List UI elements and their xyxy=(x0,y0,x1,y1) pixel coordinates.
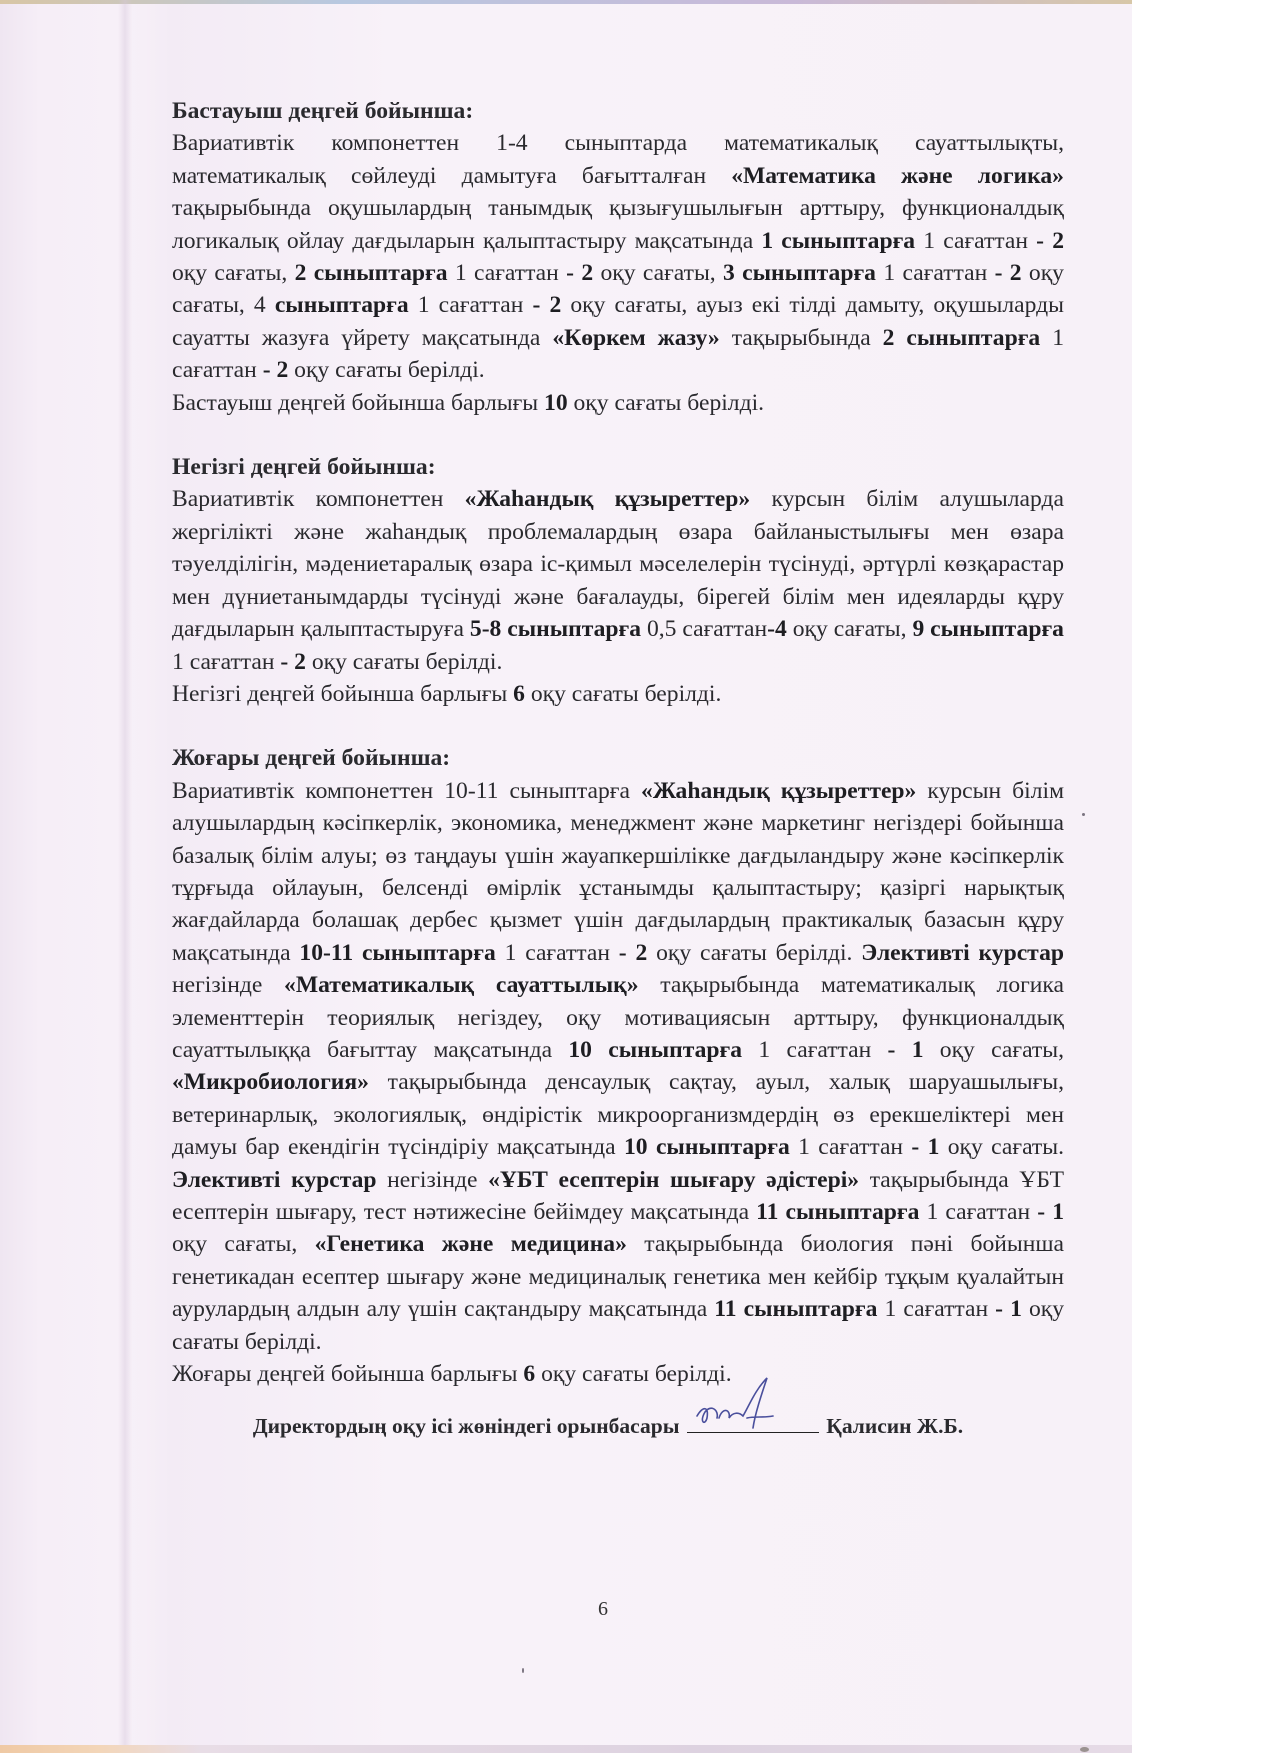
section-paragraph xyxy=(172,483,1064,677)
section-paragraph xyxy=(172,775,1064,1358)
text-run: тақырыбында ҰБТ есептерін шығару, тест нәтижесіне бейімдеу мақсатында xyxy=(172,1166,1064,1225)
text-run: 1 сағаттан xyxy=(495,939,619,966)
text-run: негізінде xyxy=(376,1166,489,1193)
text-run: тақырыбында математикалық логика элементтерін теориялық негіздеу, оқу мотивациясын арттыру, функционалдық сауаттылыққа бағыттау мақсатында xyxy=(172,972,1064,1063)
bold-text-run: 10-11 сыныптарға xyxy=(299,939,496,966)
bold-text-run: Элективті курстар xyxy=(172,1166,377,1193)
bold-text-run: сыныптарға xyxy=(274,292,409,319)
text-run: Бастауыш деңгей бойынша барлығы xyxy=(172,389,545,416)
text-run: 1 сағаттан xyxy=(919,1199,1038,1225)
signature-field xyxy=(687,1410,819,1433)
bold-text-run: - 2 xyxy=(262,357,289,384)
scan-top-edge xyxy=(0,0,1132,4)
bold-text-run: Элективті курстар xyxy=(861,939,1064,966)
bold-text-run: «Математика және логика» xyxy=(731,162,1064,189)
bold-text-run: - 2 xyxy=(994,260,1022,287)
text-run: оқу сағаты, 4 xyxy=(172,260,1064,319)
document-body xyxy=(172,95,1064,1441)
bold-text-run: 9 сыныптарға xyxy=(912,616,1064,643)
bold-text-run: 3 сыныптарға xyxy=(723,260,876,287)
text-run: оқу сағаты берілді. xyxy=(288,357,485,384)
text-run: оқу сағаты берілді. xyxy=(535,1361,732,1388)
bold-text-run: «Жаһандық құзыреттер» xyxy=(464,486,751,513)
text-run: оқу сағаты берілді. xyxy=(647,939,862,966)
text-run: 1 сағаттан xyxy=(172,648,281,675)
bold-text-run: «Жаһандық құзыреттер» xyxy=(641,777,917,804)
text-run: 1 сағаттан xyxy=(875,260,995,287)
bold-text-run: 10 сыныптарға xyxy=(568,1036,743,1063)
section-primary xyxy=(172,95,1064,419)
text-run: 1 сағаттан xyxy=(742,1036,888,1063)
bold-text-run: -4 xyxy=(767,616,787,643)
signatory-name: Қалисин Ж.Б. xyxy=(826,1414,964,1439)
bold-text-run: «Математикалық сауаттылық» xyxy=(284,972,639,999)
scan-bottom-edge xyxy=(0,1745,1132,1753)
text-run: оқу сағаты, xyxy=(172,1231,315,1258)
scan-speck xyxy=(1082,813,1085,816)
bold-text-run: - 2 xyxy=(618,939,648,966)
section-heading: Жоғары деңгей бойынша: xyxy=(172,745,451,772)
text-run: Вариативтік компонеттен 10-11 сыныптарға xyxy=(172,777,642,804)
bold-text-run: 2 сыныптарға xyxy=(294,260,448,287)
bold-text-run: 6 xyxy=(513,680,525,707)
section-total xyxy=(172,678,1064,710)
text-run: 1 сағаттан xyxy=(915,227,1037,254)
bold-text-run: - 1 xyxy=(887,1036,924,1063)
section-gap xyxy=(172,710,1064,742)
text-run: оқу сағаты берілді. xyxy=(567,389,765,416)
section-basic xyxy=(172,451,1064,710)
bold-text-run: - 2 xyxy=(280,648,306,675)
text-run: тақырыбында оқушылардың танымдық қызығушылығын арттыру, функционалдық логикалық ойлау дағдыларын қалыптастыру мақсатында xyxy=(172,195,1064,254)
section-total xyxy=(172,387,1064,419)
bold-text-run: «Генетика және медицина» xyxy=(314,1231,627,1258)
signatory-position: Директордың оқу ісі жөніндегі орынбасары xyxy=(252,1414,680,1439)
bold-text-run: 6 xyxy=(523,1361,536,1388)
section-heading: Негізгі деңгей бойынша: xyxy=(172,454,436,481)
text-run: тақырыбында xyxy=(719,324,883,351)
bold-text-run: 2 сыныптарға xyxy=(882,324,1041,351)
text-run: тақырыбында денсаулық сақтау, ауыл, халық шаруашылығы, ветеринарлық, экологиялық, өндірістік микроорганизмдердің өз ерекшеліктері мен дамуы бар екендігін түсіндіріу мақсатында xyxy=(172,1069,1064,1161)
bold-text-run: - 2 xyxy=(566,260,594,287)
text-run: оқу сағаты берілді. xyxy=(172,1296,1064,1355)
page-number: 6 xyxy=(598,1598,608,1620)
handwritten-signature-icon xyxy=(689,1376,819,1436)
text-run: курсын білім алушыларда жергілікті және жаһандық проблемалардың өзара байланыстылығы мен өзара тәуелділігін, мәдениетаралық өзара іс-қимыл мәселелерін түсінуді, әртүрлі көзқарастар мен дүниетанымдарды түсінуді және бағалауды, бірегей білім мен идеяларды құру дағдыларын қалыптастыруға xyxy=(172,486,1064,643)
page-fold-shadow xyxy=(118,0,132,1745)
bold-text-run: - 2 xyxy=(532,292,562,319)
text-run: 1 сағаттан xyxy=(877,1296,996,1323)
text-run: Негізгі деңгей бойынша барлығы xyxy=(172,680,514,707)
text-run: оқу сағаты. xyxy=(939,1134,1064,1161)
bold-text-run: 5-8 сыныптарға xyxy=(469,616,642,643)
bold-text-run: 11 сыныптарға xyxy=(756,1199,920,1225)
text-run: оқу сағаты, ауыз екі тілді дамыту, оқушыларды сауатты жазуға үйрету мақсатында xyxy=(172,292,1064,351)
bold-text-run: - 1 xyxy=(995,1296,1022,1323)
text-run: Вариативтік компонеттен xyxy=(172,486,465,513)
text-run: оқу сағаты берілді. xyxy=(524,680,722,707)
scan-speck xyxy=(1080,1747,1089,1752)
text-run: 1 сағаттан xyxy=(408,292,533,319)
section-gap xyxy=(172,419,1064,451)
bold-text-run: «Микробиология» xyxy=(172,1069,369,1096)
section-heading: Бастауыш деңгей бойынша: xyxy=(172,98,474,124)
text-run: оқу сағаты, xyxy=(786,616,913,643)
section-paragraph xyxy=(172,127,1064,386)
text-run: оқу сағаты берілді. xyxy=(305,648,503,675)
text-run: оқу сағаты, xyxy=(172,260,295,287)
text-run: 1 сағаттан xyxy=(447,260,567,287)
bold-text-run: 11 сыныптарға xyxy=(714,1296,878,1323)
text-run: 1 сағаттан xyxy=(172,324,1064,384)
text-run: 1 сағаттан xyxy=(789,1134,912,1161)
text-run: Вариативтік компонеттен 1-4 сыныптарда математикалық сауаттылықты, математикалық сөйлеуді дамытуға бағытталған xyxy=(172,130,1064,189)
signature-block xyxy=(162,1410,1054,1441)
section-total xyxy=(172,1358,1064,1390)
text-run: оқу сағаты, xyxy=(923,1036,1064,1063)
section-higher xyxy=(172,742,1064,1390)
text-run: тақырыбында биология пәні бойынша генетикадан есептер шығару және медициналық генетика мен кейбір тұқым қуалайтын аурулардың алдын алу үшін сақтандыру мақсатында xyxy=(172,1231,1064,1323)
text-run: оқу сағаты, xyxy=(593,260,724,287)
bold-text-run: 10 сыныптарға xyxy=(624,1134,790,1161)
bold-text-run: - 1 xyxy=(1037,1199,1064,1225)
scan-speck xyxy=(522,1668,524,1673)
bold-text-run: «ҰБТ есептерін шығару әдістері» xyxy=(488,1166,860,1193)
text-run: негізінде xyxy=(172,972,285,999)
text-run: 0,5 сағаттан xyxy=(641,616,768,643)
bold-text-run: - 2 xyxy=(1036,227,1064,254)
bold-text-run: 10 xyxy=(544,389,568,416)
bold-text-run: 1 сыныптарға xyxy=(761,227,916,254)
text-run: курсын білім алушылардың кәсіпкерлік, экономика, менеджмент және маркетинг негіздері бойынша базалық білім алуы; өз таңдауы үшін жауапкершілікке дағдыландыру және кәсіпкерлік тұрғыда ойлауын, белсенді өмірлік ұстанымды қалыптастыру; қазіргі нарықтық жағдайларда болашақ дербес қызмет үшін дағдылардың практикалық базасын құру мақсатында xyxy=(172,777,1065,966)
bold-text-run: «Көркем жазу» xyxy=(552,324,720,351)
bold-text-run: - 1 xyxy=(911,1134,940,1161)
text-run: Жоғары деңгей бойынша барлығы xyxy=(172,1361,524,1388)
